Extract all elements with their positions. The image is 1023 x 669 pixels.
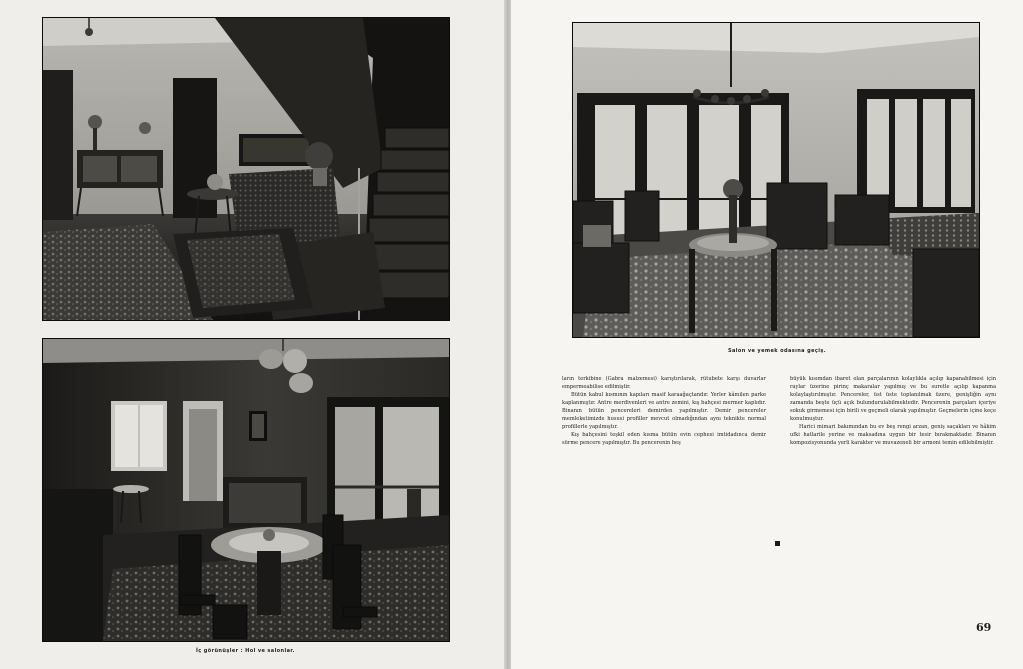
bullet-mark xyxy=(775,541,780,546)
text-column-left xyxy=(562,375,766,447)
left-page xyxy=(0,0,506,669)
paragraph: Bütün kabul kısmının kapıları masif karaağaçtandır. Yerler kâmilen parke kaplanmıştır. Antre merdivenleri ve antre zemini, kış bahçesi mermer kaplıdır. Binanın bütün pencereleri demirden yapılmıştır. Demir pencereler memleketimizde hususi profiller mevcut olmadığından aynı teknikte normal profillerle yapılmıştır. xyxy=(562,392,766,431)
right-page-caption: Salon ve yemek odasına geçiş. xyxy=(728,348,827,354)
photo-salon-dining xyxy=(42,338,450,642)
text-column-right xyxy=(790,375,996,447)
page-number: 69 xyxy=(976,621,992,634)
paragraph: Kış bahçesini teşkil eden kısma bütün evin cephesi imtidadınca demir sürme pencere yapılmıştır. Bu pencerenin beş xyxy=(562,432,766,447)
paragraph: büyük kısımdan ibaret olan parçalarının kolaylıkla açılıp kapanabilmesi için raylar üzerine pirinç makaralar yapılmış ve bu suretle açılıp kapanma kolaylaştırılmıştır. Pencereler, üst üste toplanılmak üzere, genişliğin aynı zamanda beşte üçü açık bulundurulabilmektedir. Pencerenin parçaları içeriye sokuk girmemesi için birili ve geçmeli olarak yapılmıştır. Geçmelerin içine keçe konulmuştur. xyxy=(790,376,996,423)
photo-hall-staircase xyxy=(42,17,450,321)
photo-salon-passage xyxy=(572,22,980,338)
left-page-caption: İç görünüşler : Hol ve salonlar. xyxy=(196,648,295,654)
paragraph: Harici mimari bakımından bu ev beş rengi arzan, geniş saçakları ve hâkim ufki hatlarile yerine ve maksadına uygun bir tesir bırakmaktadır. Binanın kompozisyonunda yerli karakter ve muvazeneli bir armoni temin edilebilmiştir. xyxy=(790,424,996,447)
paragraph: ların terkibine (Gabra malzemesi) karıştırılarak, rütubete karşı duvarlar empermeabilise edilmiştir. xyxy=(562,376,766,391)
